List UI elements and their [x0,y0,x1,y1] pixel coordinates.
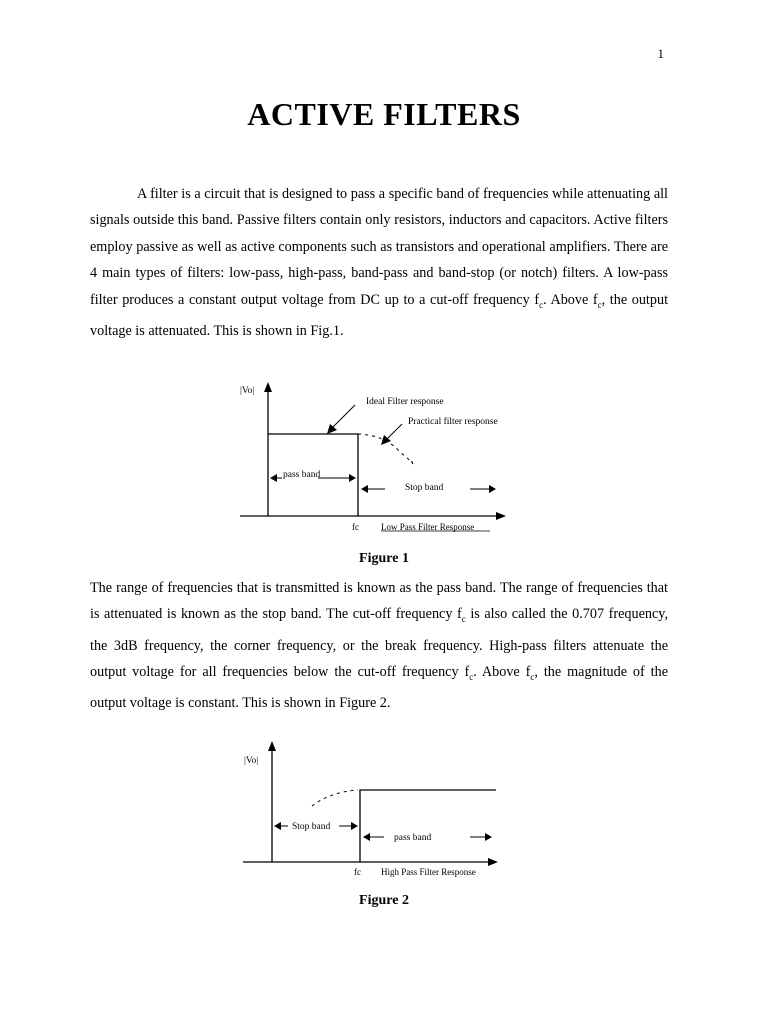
text-run: , the magnitude of the output voltage is constant. This is shown in Figure 2. [90,664,669,712]
stop-band-left-arrowhead [361,485,368,493]
practical-response-curve [312,790,358,806]
subscript: c [530,671,535,682]
text-run: . Above f [543,291,598,308]
pass-band-right-arrowhead [349,474,356,482]
fig2-y-label: |Vo| [244,756,259,766]
ideal-response-line [360,790,496,862]
practical-response-label: Practical filter response [408,417,498,427]
text-run: . Above f [473,664,531,681]
fig1-y-label: |Vo| [240,386,255,396]
subscript: c [469,671,474,682]
y-axis-arrowhead [268,741,276,751]
fig2-title: High Pass Filter Response [381,867,476,877]
page-number: 1 [657,46,664,61]
x-axis-arrowhead [496,512,506,520]
text-run: is also called the 0.707 frequency, the 3dB frequency, the corner frequency, or the break frequency. High-pass filters attenuate the output voltage for all frequencies below the cut-off frequency f [90,606,668,681]
text-run: , the output voltage is attenuated. This is shown in Fig.1. [90,291,669,339]
figure2-diagram [0,736,768,886]
text-run: The range of frequencies that is transmitted is known as the pass band. The range of frequencies that is attenuated is known as the stop band. The cut-off frequency f [90,580,668,623]
subscript: c [597,299,602,310]
ideal-pointer-line [332,405,355,428]
subscript: c [461,614,466,625]
fig2-fc-label: fc [354,867,361,877]
stop-band-left-arrowhead [274,822,281,830]
fig1-stop-band-label: Stop band [405,483,444,493]
subscript: c [539,299,544,310]
pass-band-right-arrowhead [485,833,492,841]
ideal-response-label: Ideal Filter response [366,397,444,407]
stop-band-right-arrowhead [489,485,496,493]
page-title: ACTIVE FILTERS [247,96,521,132]
x-axis-arrowhead [488,858,498,866]
ideal-pointer-arrowhead [327,424,337,434]
intro-paragraph [90,181,668,344]
fig1-pass-band-label: pass band [283,470,321,480]
body-paragraph [90,575,668,717]
text-run: A filter is a circuit that is designed to pass a specific band of frequencies while attenuating all signals outside this band. Passive filters contain only resistors, inductors and capacitors. Active filters employ passive as well as active components such as transistors and operational amplifiers. There are 4 main types of filters: low-pass, high-pass, band-pass and band-stop (or notch) filters. A low-pass filter produces a constant output voltage from DC up to a cut-off frequency f [90,186,668,308]
figure2-caption: Figure 2 [359,893,409,908]
fig2-pass-band-label: pass band [394,833,432,843]
fig1-title: Low Pass Filter Response [381,522,475,532]
fig2-stop-band-label: Stop band [292,822,331,832]
pass-band-left-arrowhead [270,474,277,482]
practical-curve-dot [411,461,413,463]
stop-band-right-arrowhead [351,822,358,830]
practical-pointer-line [386,424,402,440]
pass-band-left-arrowhead [363,833,370,841]
fig1-fc-label: fc [352,522,359,532]
figure1-caption: Figure 1 [359,551,409,566]
y-axis-arrowhead [264,382,272,392]
figure1-diagram [0,376,768,536]
